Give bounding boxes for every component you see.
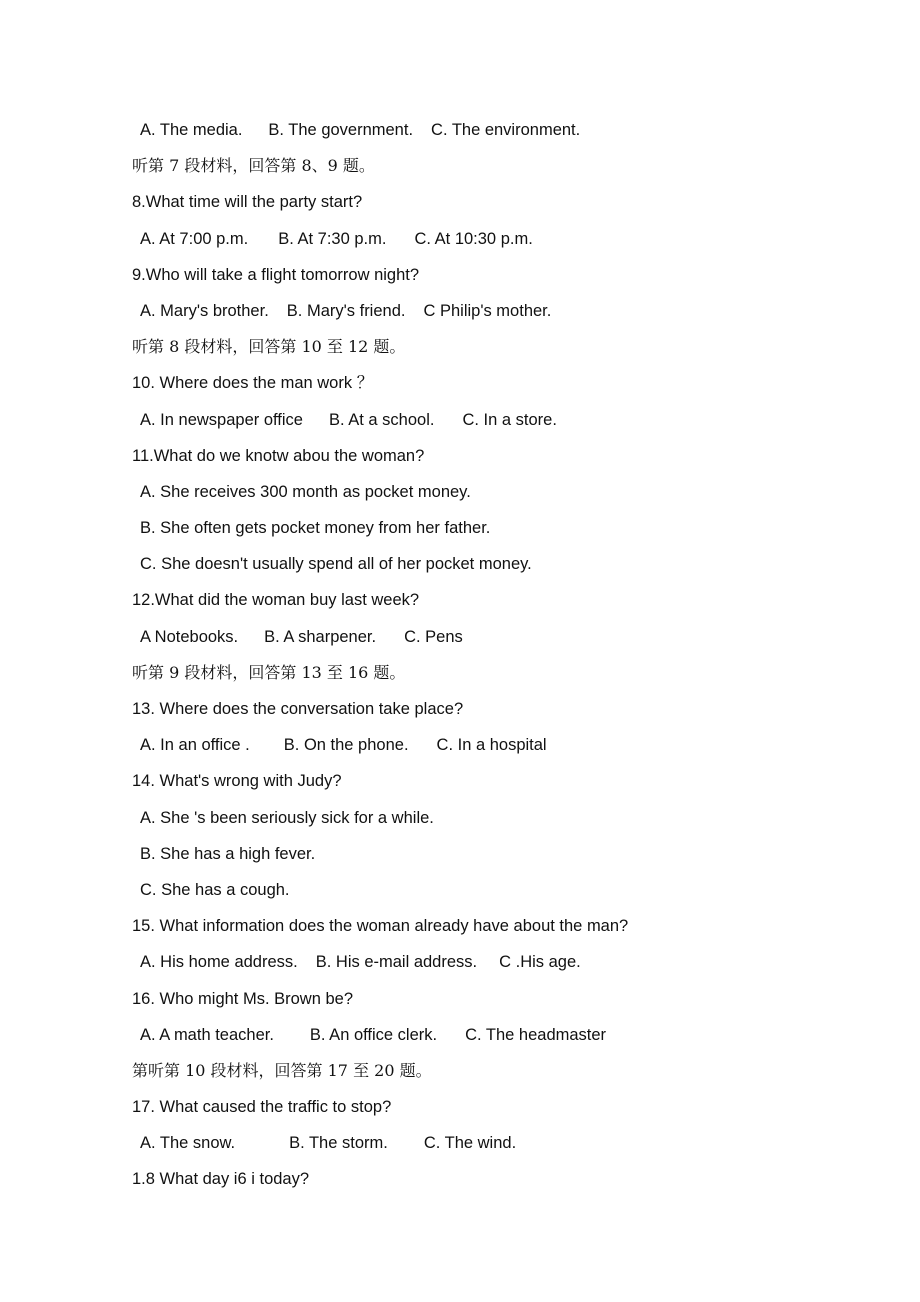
question-text: 15. What information does the woman already have about the man? [132,917,629,936]
answer-option: A. At 7:00 p.m. [140,229,249,248]
question-text: 1.8 What day i6 i today? [132,1170,310,1189]
answer-options-row [132,948,832,984]
answer-options-row [132,406,832,442]
answer-option: B. The storm. [289,1134,388,1153]
answer-options-row [132,731,832,767]
question-text: 8.What time will the party start? [132,193,363,212]
answer-option: A. She 's been seriously sick for a while. [140,808,434,827]
answer-option: A. The media. [140,121,243,139]
question-text: 11.What do we knotw abou the woman? [132,446,425,465]
question-text: 10. Where does the man work ？ [132,374,374,393]
answer-option: C Philip's mother. [423,301,552,320]
question-text: 9.Who will take a flight tomorrow night? [132,265,420,284]
answer-option: A. In an office . [140,736,250,755]
answer-options-row [132,1021,832,1057]
answer-option: B. At 7:30 p.m. [278,229,387,248]
answer-option: A. She receives 300 month as pocket money. [140,482,471,501]
answer-option: C. In a store. [462,410,557,429]
answer-option: C. At 10:30 p.m. [414,229,533,248]
question-text: 16. Who might Ms. Brown be? [132,989,354,1008]
answer-option: B. On the phone. [283,736,409,755]
answer-option: B. His e-mail address. [315,953,478,972]
answer-options-row [132,116,832,152]
answer-option: A. Mary's brother. [140,301,269,320]
answer-option: C. Pens [404,627,463,646]
answer-option: A Notebooks. [140,627,239,646]
answer-option: C. The environment. [431,121,581,139]
answer-option: B. A sharpener. [264,627,377,646]
exam-content [132,116,832,1202]
answer-option: C. She doesn't usually spend all of her pocket money. [140,555,532,574]
answer-option: C. She has a cough. [140,880,290,899]
question-text: 12.What did the woman buy last week? [132,591,420,610]
answer-option: B. The government. [268,121,414,139]
answer-option: B. At a school. [328,410,435,429]
answer-option: A. His home address. [140,953,298,972]
answer-option: C .His age. [499,953,581,972]
question-text: 17. What caused the traffic to stop? [132,1098,392,1117]
answer-option: B. She has a high fever. [140,844,316,863]
answer-options-row [132,623,832,659]
answer-option: B. She often gets pocket money from her father. [140,519,491,538]
answer-option: A. The snow. [140,1134,236,1153]
answer-option: A. In newspaper office [140,410,303,429]
question-text: 13. Where does the conversation take place? [132,700,464,718]
answer-option: C. In a hospital [436,736,547,755]
answer-option: C. The headmaster [465,1025,607,1044]
answer-option: A. A math teacher. [140,1025,274,1044]
answer-option: B. An office clerk. [309,1025,438,1044]
answer-option: C. The wind. [423,1134,517,1153]
section-heading: 第听第 10 段材料，回答第 17 至 20 题。 [132,1060,432,1080]
section-heading: 听第 7 段材料，回答第 8、9 题。 [132,156,375,176]
answer-options-row [132,1129,832,1165]
answer-options-row [132,225,832,261]
answer-options-row [132,297,832,333]
section-heading: 听第 9 段材料，回答第 13 至 16 题。 [132,662,406,682]
section-heading: 听第 8 段材料，回答第 10 至 12 题。 [132,337,406,357]
question-text: 14. What's wrong with Judy? [132,772,342,791]
answer-option: B. Mary's friend. [286,301,406,320]
